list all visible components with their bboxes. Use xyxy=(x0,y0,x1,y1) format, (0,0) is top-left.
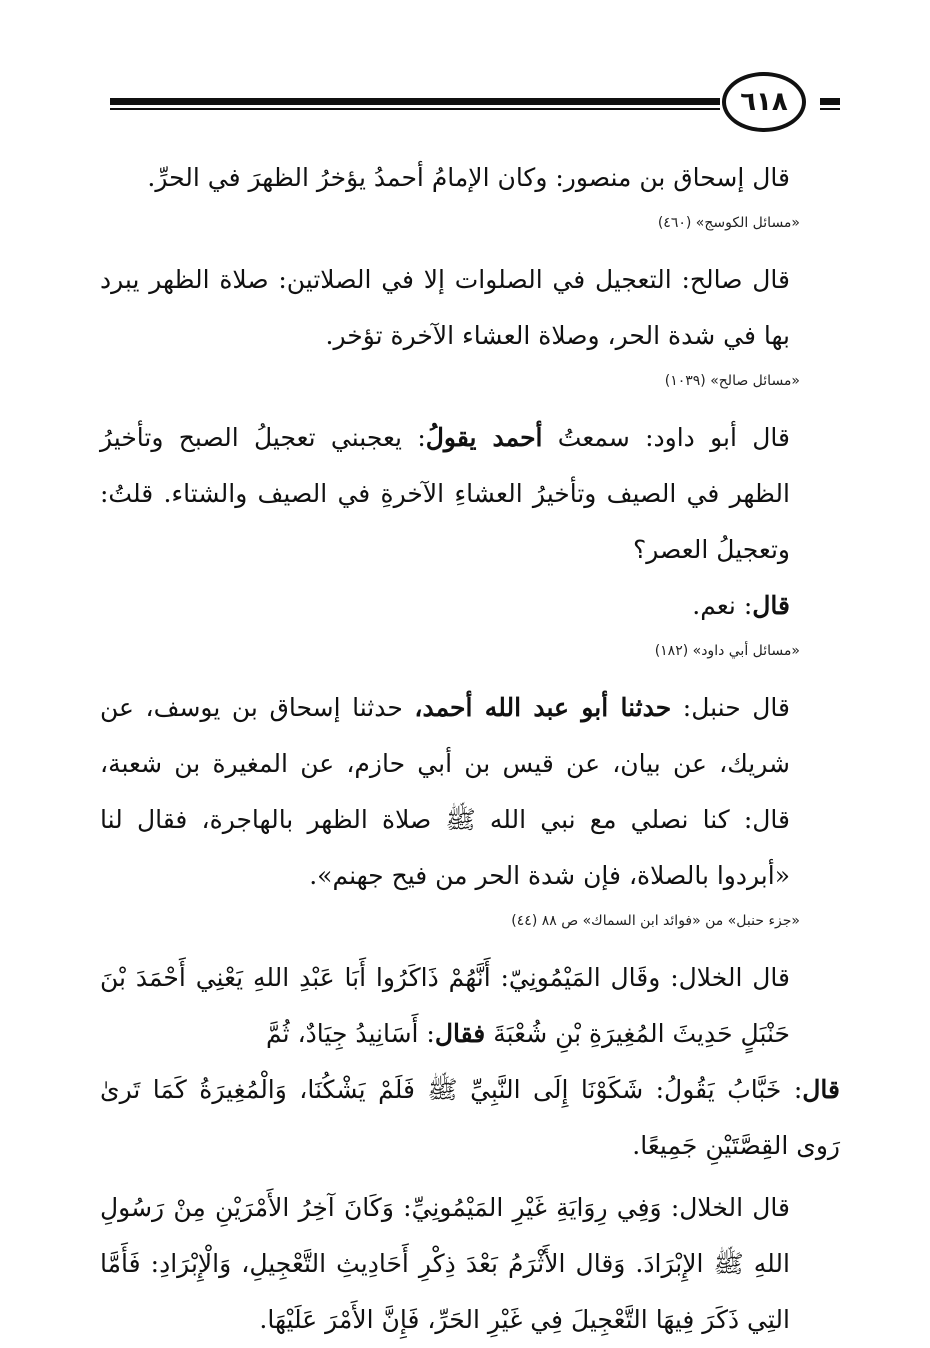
entry-1-source: «مسائل الكوسج» (٤٦٠) xyxy=(657,215,800,231)
entry-1 xyxy=(100,150,840,206)
entry-5 xyxy=(100,950,840,1174)
header-rule-thick xyxy=(110,98,720,105)
entry-5-bold: فقال xyxy=(434,1019,486,1048)
page-header xyxy=(110,70,840,140)
entry-5-answer-label: قال xyxy=(802,1075,840,1104)
header-rule-thin xyxy=(110,108,720,110)
entry-5-answer: : خَبَّابُ يَقُولُ: شَكَوْنَا إِلَى النَّبِيِّ ﷺ فَلَمْ يَشْكُنَا، وَالْمُغِيرَةُ كَمَا تَرىٰ رَوى القِصَّتَيْنِ جَمِيعًا. xyxy=(100,1075,840,1160)
entry-4-bold: حدثنا أبو عبد الله أحمد، xyxy=(414,693,672,722)
entry-3-text: : يعجبني تعجيلُ الصبح وتأخيرُ الظهر في الصيف وتأخيرُ العشاءِ الآخرةِ في الصيف والشتاء. قلتُ: وتعجيلُ العصر؟ xyxy=(100,423,790,564)
entry-6-text: قال الخلال: وَفِي رِوَايَةِ غَيْرِ المَيْمُونِيِّ: وَكَانَ آخِرُ الأَمْرَيْنِ مِنْ رَسُولِ اللهِ ﷺ الإِبْرَادَ. وَقال الأَثْرَمُ بَعْدَ ذِكْرِ أَحَادِيثِ التَّعْجِيلِ، وَالْإِبْرَادِ: فَأَمَّا التِي ذَكَرَ فِيهَا التَّعْجِيلَ فِي غَيْرِ الحَرِّ، فَإِنَّ الأَمْرَ عَلَيْهَا. xyxy=(100,1193,790,1334)
entry-3-answer: : نعم. xyxy=(692,591,753,620)
entry-4 xyxy=(100,680,840,904)
header-rule-right xyxy=(820,98,840,105)
entry-3-source: «مسائل أبي داود» (١٨٢) xyxy=(654,643,800,659)
entry-6 xyxy=(100,1180,840,1348)
entry-5-text: : أَسَانِيدُ جِيَادٌ، ثُمَّ xyxy=(266,1019,435,1048)
entry-4-lead: قال حنبل: xyxy=(671,693,790,722)
page-body xyxy=(100,150,840,1348)
page-number: ٦١٨ xyxy=(722,72,806,132)
entry-2 xyxy=(100,252,840,364)
entry-3-lead: قال أبو داود: سمعتُ xyxy=(542,423,790,452)
entry-4-source: «جزء حنبل» من «فوائد ابن السماك» ص ٨٨ (٤٤) xyxy=(511,913,800,929)
entry-2-text: قال صالح: التعجيل في الصلوات إلا في الصلاتين: صلاة الظهر يبرد بها في شدة الحر، وصلاة العشاء الآخرة تؤخر. xyxy=(100,265,790,350)
header-rule-right-thin xyxy=(820,108,840,110)
entry-4-text: حدثنا إسحاق بن يوسف، عن شريك، عن بيان، عن قيس بن أبي حازم، عن المغيرة بن شعبة، قال: كنا نصلي مع نبي الله ﷺ صلاة الظهر بالهاجرة، فقال لنا «أبردوا بالصلاة، فإن شدة الحر من فيح جهنم». xyxy=(100,693,790,890)
entry-3-bold: أحمد يقولُ xyxy=(425,423,543,452)
entry-3 xyxy=(100,410,840,634)
entry-1-text: قال إسحاق بن منصور: وكان الإمامُ أحمدُ يؤخرُ الظهرَ في الحرِّ. xyxy=(147,163,790,192)
entry-5-lead: قال الخلال: وقَال المَيْمُونِيّ: أَنَّهُمْ ذَاكَرُوا أَبَا عَبْدِ اللهِ يَعْنِي أَحْمَدَ بْنَ حَنْبَلٍ حَدِيثَ المُغِيرَةِ بْنِ شُعْبَةَ xyxy=(100,963,790,1048)
entry-3-answer-label: قال xyxy=(752,591,790,620)
entry-2-source: «مسائل صالح» (١٠٣٩) xyxy=(664,373,800,389)
